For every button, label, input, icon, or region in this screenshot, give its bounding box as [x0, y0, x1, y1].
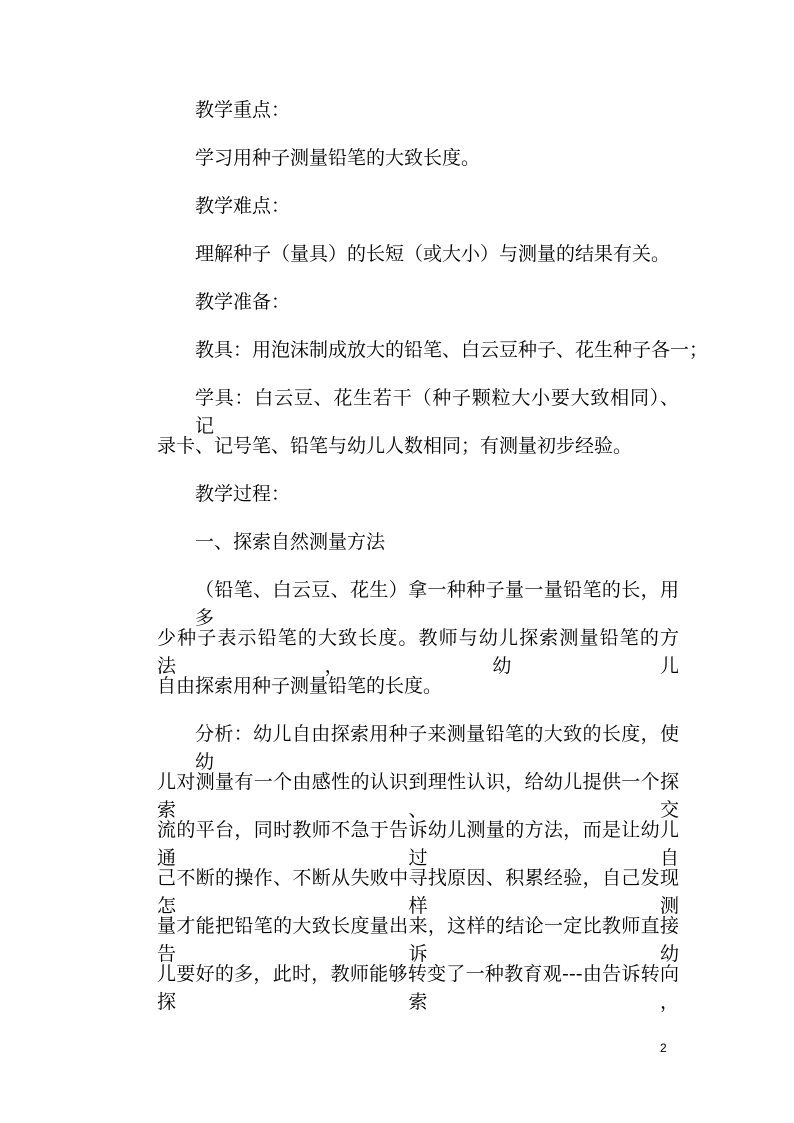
heading-process: 教学过程： — [195, 483, 291, 505]
analysis-line-3: 流的平台，同时教师不急于告诉幼儿测量的方法，而是让幼儿通过自 — [157, 819, 679, 869]
learning-aids-text-line-1: 学具：白云豆、花生若干（种子颗粒大小要大致相同）、记 — [195, 387, 679, 437]
analysis-line-2: 儿对测量有一个由感性的认识到理性认识，给幼儿提供一个探索、交 — [157, 771, 679, 821]
page-number: 2 — [660, 1041, 667, 1055]
key-points-text: 学习用种子测量铅笔的大致长度。 — [195, 147, 481, 169]
section-heading-explore: 一、探索自然测量方法 — [195, 531, 386, 553]
analysis-line-6: 儿要好的多，此时，教师能够转变了一种教育观---由告诉转向探索， — [157, 963, 679, 1013]
heading-preparation: 教学准备： — [195, 291, 291, 313]
heading-difficulties: 教学难点： — [195, 195, 291, 217]
analysis-line-4: 己不断的操作、不断从失败中寻找原因、积累经验，自己发现怎样测 — [157, 867, 679, 917]
paragraph-1-line-3: 自由探索用种子测量铅笔的长度。 — [157, 675, 443, 697]
teaching-aids-text: 教具：用泡沫制成放大的铅笔、白云豆种子、花生种子各一； — [195, 339, 709, 361]
heading-key-points: 教学重点： — [195, 99, 291, 121]
analysis-line-1: 分析：幼儿自由探索用种子来测量铅笔的大致的长度，使幼 — [195, 723, 679, 773]
analysis-line-5: 量才能把铅笔的大致长度量出来，这样的结论一定比教师直接告诉幼 — [157, 915, 679, 965]
paragraph-1-line-1: （铅笔、白云豆、花生）拿一种种子量一量铅笔的长，用多 — [195, 579, 679, 629]
difficulties-text: 理解种子（量具）的长短（或大小）与测量的结果有关。 — [195, 243, 671, 265]
learning-aids-text-line-2: 录卡、记号笔、铅笔与幼儿人数相同；有测量初步经验。 — [157, 435, 633, 457]
paragraph-1-line-2: 少种子表示铅笔的大致长度。教师与幼儿探索测量铅笔的方法，幼儿 — [157, 627, 679, 677]
